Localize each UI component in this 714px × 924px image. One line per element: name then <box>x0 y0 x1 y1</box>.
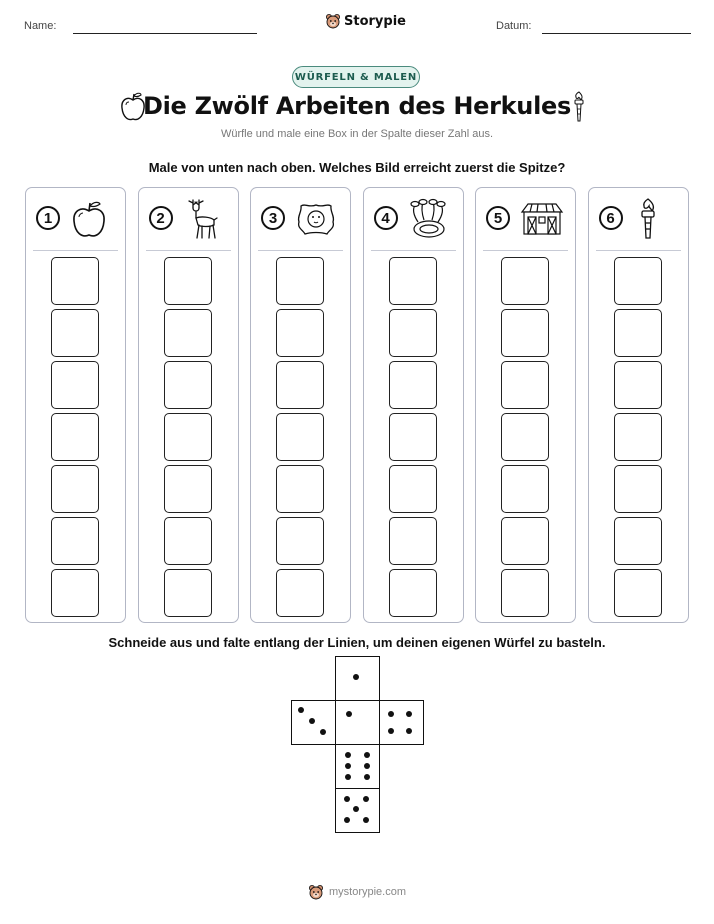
color-box[interactable] <box>164 309 212 357</box>
color-box[interactable] <box>614 361 662 409</box>
color-box[interactable] <box>164 257 212 305</box>
column-header <box>476 188 575 250</box>
brand-name: Storypie <box>344 13 406 29</box>
color-box[interactable] <box>51 257 99 305</box>
column-number: 1 <box>36 206 60 230</box>
instruction-bottom: Schneide aus und falte entlang der Linien, um deinen eigenen Würfel zu basteln. <box>108 635 606 650</box>
dice-face-6 <box>335 744 380 789</box>
column-3 <box>250 187 351 623</box>
torch-icon <box>633 198 663 240</box>
column-number: 2 <box>149 206 173 230</box>
color-box[interactable] <box>614 413 662 461</box>
column-divider <box>146 250 231 251</box>
color-box[interactable] <box>276 257 324 305</box>
dice-pip <box>406 711 412 717</box>
torch-icon <box>572 91 586 123</box>
column-divider <box>33 250 118 251</box>
footer <box>0 884 714 900</box>
color-box[interactable] <box>614 309 662 357</box>
hydra-icon <box>408 198 450 240</box>
footer-url[interactable]: mystorypie.com <box>328 886 407 898</box>
column-divider <box>596 250 681 251</box>
instruction-top: Male von unten nach oben. Welches Bild erreicht zuerst die Spitze? <box>148 160 566 175</box>
color-box[interactable] <box>501 517 549 565</box>
color-box[interactable] <box>51 569 99 617</box>
color-box[interactable] <box>501 257 549 305</box>
color-box[interactable] <box>614 569 662 617</box>
column-header <box>26 188 125 250</box>
dice-face-5 <box>335 788 380 833</box>
date-field[interactable] <box>542 33 691 34</box>
color-box[interactable] <box>164 569 212 617</box>
dice-pip <box>353 674 359 680</box>
bear-logo-icon <box>308 884 324 900</box>
color-box[interactable] <box>164 413 212 461</box>
column-6 <box>588 187 689 623</box>
page-title: Die Zwölf Arbeiten des Herkules <box>143 92 571 120</box>
column-header <box>589 188 688 250</box>
color-box[interactable] <box>51 517 99 565</box>
dice-pip <box>406 728 412 734</box>
column-1 <box>25 187 126 623</box>
dice-face-3 <box>291 700 336 745</box>
color-box[interactable] <box>389 361 437 409</box>
date-label: Datum: <box>496 20 532 32</box>
deer-icon <box>183 198 221 240</box>
category-badge: WÜRFELN & MALEN <box>292 66 420 88</box>
dice-pip <box>346 711 352 717</box>
column-4 <box>363 187 464 623</box>
color-box[interactable] <box>51 309 99 357</box>
column-divider <box>483 250 568 251</box>
column-header <box>364 188 463 250</box>
name-field[interactable] <box>73 33 257 34</box>
column-divider <box>258 250 343 251</box>
dice-pip <box>388 711 394 717</box>
color-box[interactable] <box>164 361 212 409</box>
color-box[interactable] <box>51 465 99 513</box>
color-box[interactable] <box>614 465 662 513</box>
color-box[interactable] <box>276 413 324 461</box>
column-number: 3 <box>261 206 285 230</box>
color-box[interactable] <box>501 465 549 513</box>
dice-pip <box>364 763 370 769</box>
dice-pip <box>388 728 394 734</box>
dice-pip <box>298 707 304 713</box>
color-box[interactable] <box>614 257 662 305</box>
column-number: 5 <box>486 206 510 230</box>
color-box[interactable] <box>501 361 549 409</box>
name-label: Name: <box>24 20 57 32</box>
dice-pip <box>363 796 369 802</box>
subtitle: Würfle und male eine Box in der Spalte dieser Zahl aus. <box>220 128 494 140</box>
dice-pip <box>353 806 359 812</box>
brand-logo <box>325 13 406 29</box>
dice-pip <box>309 718 315 724</box>
dice-pip <box>345 752 351 758</box>
color-box[interactable] <box>389 569 437 617</box>
apple-icon <box>70 198 108 240</box>
dice-pip <box>364 774 370 780</box>
color-box[interactable] <box>276 569 324 617</box>
color-box[interactable] <box>276 465 324 513</box>
dice-pip <box>345 774 351 780</box>
dice-face-1 <box>335 656 380 701</box>
dice-pip <box>344 817 350 823</box>
column-number: 4 <box>374 206 398 230</box>
column-2 <box>138 187 239 623</box>
column-header <box>251 188 350 250</box>
color-box[interactable] <box>164 465 212 513</box>
lion-pelt-icon <box>295 198 337 240</box>
color-box[interactable] <box>51 361 99 409</box>
column-divider <box>371 250 456 251</box>
dice-pip <box>364 752 370 758</box>
dice-pip <box>363 817 369 823</box>
dice-pip <box>345 763 351 769</box>
color-box[interactable] <box>501 569 549 617</box>
dice-face-1 <box>335 700 380 745</box>
color-box[interactable] <box>614 517 662 565</box>
color-box[interactable] <box>389 309 437 357</box>
color-box[interactable] <box>276 361 324 409</box>
color-box[interactable] <box>389 465 437 513</box>
color-box[interactable] <box>389 257 437 305</box>
dice-pip <box>320 729 326 735</box>
color-box[interactable] <box>51 413 99 461</box>
color-box[interactable] <box>389 517 437 565</box>
column-5 <box>475 187 576 623</box>
dice-face-4 <box>379 700 424 745</box>
stable-icon <box>520 198 564 240</box>
bear-logo-icon <box>325 13 341 29</box>
color-box[interactable] <box>164 517 212 565</box>
color-box[interactable] <box>276 309 324 357</box>
color-box[interactable] <box>389 413 437 461</box>
color-box[interactable] <box>501 309 549 357</box>
color-box[interactable] <box>501 413 549 461</box>
dice-pip <box>344 796 350 802</box>
color-box[interactable] <box>276 517 324 565</box>
column-number: 6 <box>599 206 623 230</box>
column-header <box>139 188 238 250</box>
